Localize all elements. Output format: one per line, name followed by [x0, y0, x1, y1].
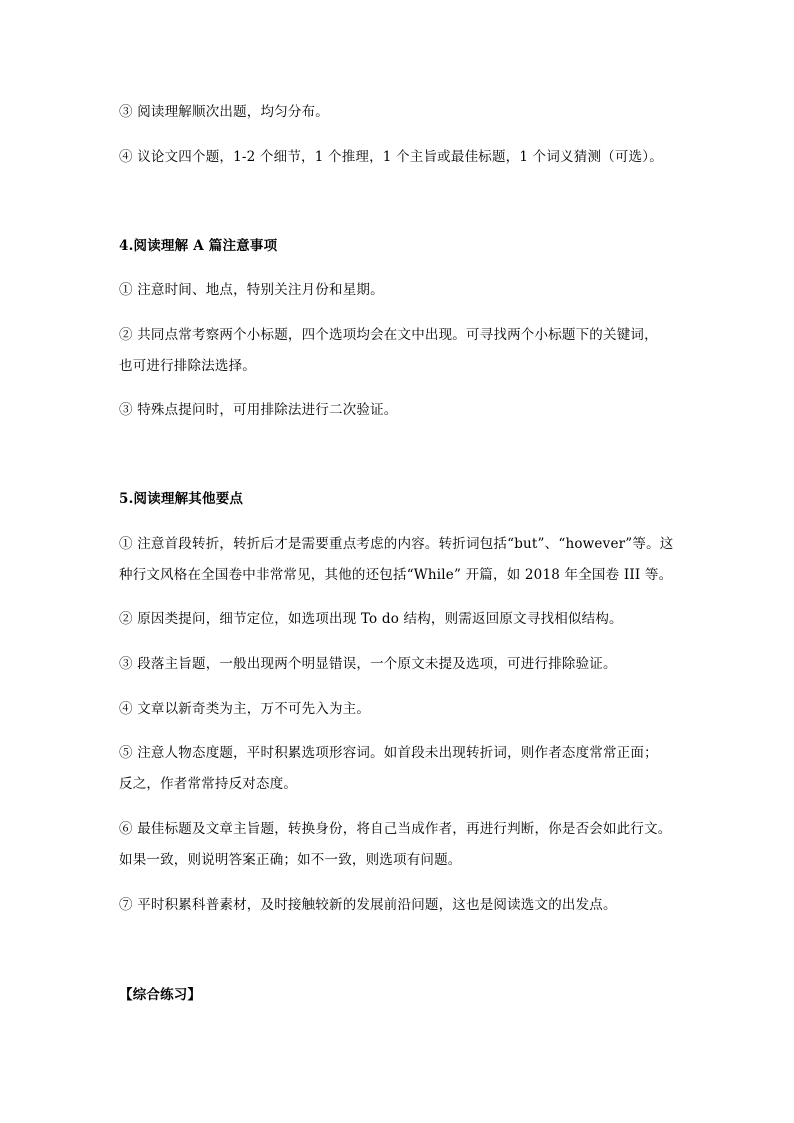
list-item: ④ 文章以新奇类为主，万不可先入为主。	[119, 701, 371, 717]
list-item: ③ 特殊点提问时，可用排除法进行二次验证。	[119, 402, 398, 418]
practice-heading: 【综合练习】	[119, 987, 202, 1003]
list-item: ② 共同点常考察两个小标题，四个选项均会在文中出现。可寻找两个小标题下的关键词，	[119, 327, 658, 343]
list-item: ⑤ 注意人物态度题，平时积累选项形容词。如首段未出现转折词，则作者态度常常正面；	[119, 745, 658, 761]
list-item: ① 注意时间、地点，特别关注月份和星期。	[119, 282, 384, 298]
list-item: ② 原因类提问，细节定位，如选项出现 To do 结构，则需返回原文寻找相似结构。	[119, 611, 623, 627]
list-item: ③ 阅读理解顺次出题，均匀分布。	[119, 104, 329, 120]
list-item: ① 注意首段转折，转折后才是需要重点考虑的内容。转折词包括“but”、“however”等。这	[119, 536, 674, 552]
list-item: ④ 议论文四个题，1-2 个细节，1 个推理，1 个主旨或最佳标题，1 个词义猜测（可选）。	[119, 149, 663, 165]
list-item-continuation: 也可进行排除法选择。	[119, 358, 256, 374]
list-item-continuation: 种行文风格在全国卷中非常常见，其他的还包括“While” 开篇，如 2018 年全国卷 III 等。	[119, 567, 673, 583]
list-item: ⑦ 平时积累科普素材，及时接触较新的发展前沿问题，这也是阅读选文的出发点。	[119, 897, 617, 913]
section-heading: 5.阅读理解其他要点	[119, 491, 244, 507]
list-item-continuation: 如果一致，则说明答案正确；如不一致，则选项有问题。	[119, 852, 462, 868]
list-item: ⑥ 最佳标题及文章主旨题，转换身份，将自己当成作者，再进行判断，你是否会如此行文。	[119, 821, 672, 837]
list-item: ③ 段落主旨题，一般出现两个明显错误，一个原文未提及选项，可进行排除验证。	[119, 656, 617, 672]
section-heading: 4.阅读理解 A 篇注意事项	[119, 238, 278, 254]
list-item-continuation: 反之，作者常常持反对态度。	[119, 776, 298, 792]
